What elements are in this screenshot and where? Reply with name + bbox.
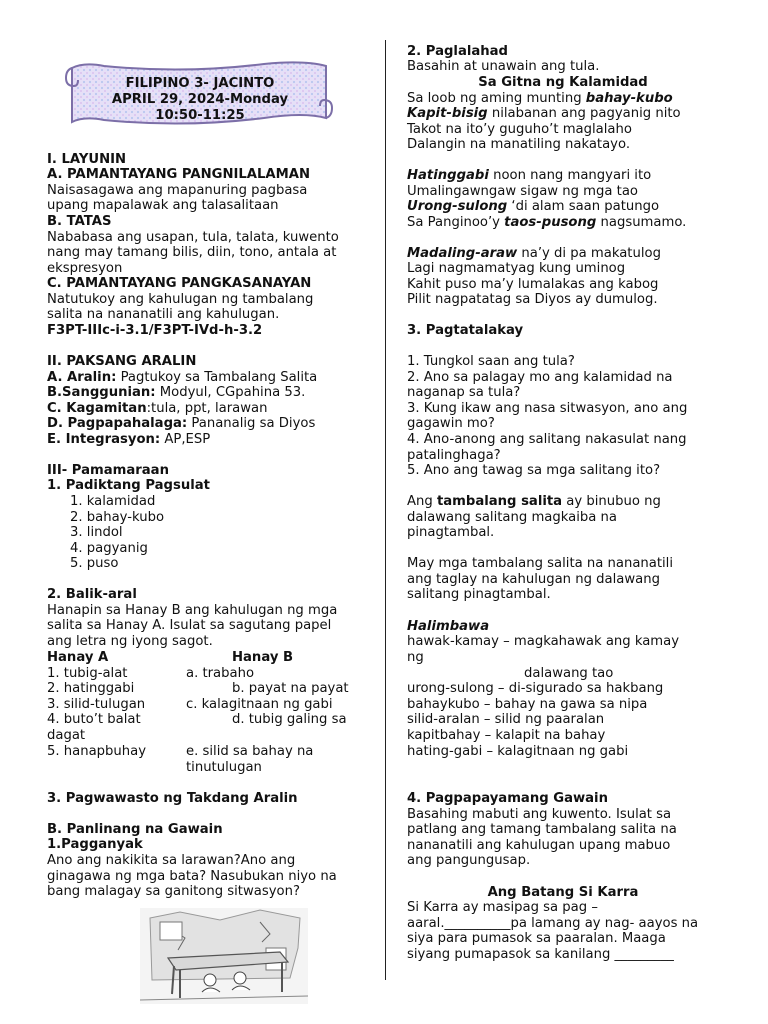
hanay-b-item: c. kalagitnaan ng gabi [186,697,333,712]
pagganyak-heading: 1.Pagganyak [47,837,143,852]
hanay-b-item: d. tubig galing sa [232,712,347,727]
pagpapayaman-heading: 4. Pagpapayamang Gawain [407,791,608,806]
padiktang-heading: 1. Padiktang Pagsulat [47,478,210,493]
column-divider [385,40,386,980]
hanay-a-item: 1. tubig-alat [47,666,128,681]
text-line: May mga tambalang salita na nananatili [407,556,673,571]
story-line: siyang pumapasok sa kanilang _________ [407,947,674,962]
poem-title: Sa Gitna ng Kalamidad [478,75,648,90]
story-line: Si Karra ay masipag sa pag – [407,900,598,915]
pagwawasto-heading: 3. Pagwawasto ng Takdang Aralin [47,791,298,806]
definition-line: Ang tambalang salita ay binubuo ng [407,494,661,509]
paglalahad-heading: 2. Paglalahad [407,44,508,59]
text-line: ang letra ng iyong sagot. [47,634,213,649]
pagtatalakay-heading: 3. Pagtatalakay [407,323,524,338]
story-line: aaral.__________pa lamang ay nag- aayos na [407,916,699,931]
pagpapahalaga-row: D. Pagpapahalaga: Pananalig sa Diyos [47,416,316,431]
example-line: dalawang tao [524,666,614,681]
text-line: Nababasa ang usapan, tula, talata, kuwento [47,230,339,245]
question: patalinghaga? [407,448,501,463]
question: 2. Ano sa palagay mo ang kalamidad na [407,370,673,385]
hanay-a-header: Hanay A [47,650,109,665]
hanay-b-item: e. silid sa bahay na [186,744,314,759]
panlinang-heading: B. Panlinang na Gawain [47,822,223,837]
text-line: salita na nananatili ang kahulugan. [47,307,280,322]
poem-line: Kapit-bisig nilabanan ang pagyanig nito [407,106,681,121]
example-line: hating-gabi – kalagitnaan ng gabi [407,744,629,759]
hanay-a-item: 5. hanapbuhay [47,744,146,759]
aralin-row: A. Aralin: Pagtukoy sa Tambalang Salita [47,370,318,385]
text-line: ang taglay na kahulugan ng dalawang [407,572,660,587]
text-line: ang pangungusap. [407,853,531,868]
poem-line: Hatinggabi noon nang mangyari ito [407,168,652,183]
halimbawa-heading: Halimbawa [407,619,490,634]
list-item: 2. bahay-kubo [70,510,165,525]
poem-line: Dalangin na manatiling nakatayo. [407,137,631,152]
question: gagawin mo? [407,416,495,431]
example-line: bahaykubo – bahay na gawa sa nipa [407,697,648,712]
integrasyon-row: E. Integrasyon: AP,ESP [47,432,211,447]
sanggunian-row: B.Sanggunian: Modyul, CGpahina 53. [47,385,306,400]
text-line: Hanapin sa Hanay B ang kahulugan ng mga [47,603,338,618]
question: 5. Ano ang tawag sa mga salitang ito? [407,463,661,478]
text-line: nananatili ang kahulugan upang mabuo [407,838,671,853]
text-line: Basahin at unawain ang tula. [407,59,600,74]
example-line: hawak-kamay – magkahawak ang kamay [407,634,680,649]
poem-line: Urong-sulong ‘di alam saan patungo [407,199,660,214]
text-line: upang mapalawak ang talasalitaan [47,198,279,213]
poem-line: Sa loob ng aming munting bahay-kubo [407,91,673,106]
heading-pangkasanayan: C. PAMANTAYANG PANGKASANAYAN [47,276,312,291]
question: naganap sa tula? [407,385,521,400]
section-layunin: I. LAYUNIN [47,152,127,167]
text-line: salitang pinagtambal. [407,587,551,602]
banner-line2: APRIL 29, 2024-Monday [111,92,289,107]
banner-line3: 10:50-11:25 [155,108,245,123]
poem-line: Lagi nagmamatyag kung uminog [407,261,626,276]
text-line: ekspresyon [47,261,123,276]
text-line: bang malagay sa ganitong sitwasyon? [47,884,300,899]
text-line: Naisasagawa ang mapanuring pagbasa [47,183,308,198]
poem-line: Takot na ito’y guguho’t maglalaho [407,122,632,137]
text-line: salita sa Hanay A. Isulat sa sagutang papel [47,618,332,633]
hanay-a-item: 4. buto’t balat [47,712,141,727]
example-line: silid-aralan – silid ng paaralan [407,712,605,727]
story-line: siya para pumasok sa paaralan. Maaga [407,931,666,946]
title-banner [64,56,334,136]
list-item: 1. kalamidad [70,494,156,509]
section-pamamaraan: III- Pamamaraan [47,463,169,478]
poem-line: Pilit nagpatatag sa Diyos ay dumulog. [407,292,658,307]
question: 1. Tungkol saan ang tula? [407,354,575,369]
text-line: ginagawa ng mga bata? Nasubukan niyo na [47,869,337,884]
question: 4. Ano-anong ang salitang nakasulat nang [407,432,687,447]
hanay-b-item: b. payat na payat [232,681,349,696]
list-item: 3. lindol [70,525,123,540]
definition-line: pinagtambal. [407,525,495,540]
earthquake-clipart [140,908,308,1004]
competency-code: F3PT-IIIc-i-3.1/F3PT-IVd-h-3.2 [47,323,263,338]
banner-line1: FILIPINO 3- JACINTO [125,76,275,91]
balik-aral-heading: 2. Balik-aral [47,587,137,602]
definition-line: dalawang salitang magkaiba na [407,510,617,525]
poem-line: Kahit puso ma’y lumalakas ang kabog [407,277,659,292]
example-line: urong-sulong – di-sigurado sa hakbang [407,681,664,696]
list-item: 5. puso [70,556,119,571]
hanay-wrap-text: dagat [47,728,86,743]
question: 3. Kung ikaw ang nasa sitwasyon, ano ang [407,401,688,416]
poem-line: Sa Panginoo’y taos-pusong nagsumamo. [407,215,687,230]
hanay-a-item: 2. hatinggabi [47,681,135,696]
text-line: patlang ang tamang tambalang salita na [407,822,677,837]
text-line: Ano ang nakikita sa larawan?Ano ang [47,853,296,868]
hanay-b-header: Hanay B [232,650,294,665]
heading-pangnilalaman: A. PAMANTAYANG PANGNILALAMAN [47,167,310,182]
hanay-wrap-text: tinutulugan [186,760,262,775]
story-title: Ang Batang Si Karra [487,885,639,900]
poem-line: Madaling-araw na’y di pa makatulog [407,246,661,261]
section-paksang-aralin: II. PAKSANG ARALIN [47,354,197,369]
heading-tatas: B. TATAS [47,214,112,229]
text-line: Natutukoy ang kahulugan ng tambalang [47,292,314,307]
example-line: ng [407,650,424,665]
list-item: 4. pagyanig [70,541,148,556]
hanay-b-item: a. trabaho [186,666,255,681]
poem-line: Umalingawngaw sigaw ng mga tao [407,184,638,199]
example-line: kapitbahay – kalapit na bahay [407,728,606,743]
kagamitan-row: C. Kagamitan:tula, ppt, larawan [47,401,268,416]
text-line: Basahing mabuti ang kuwento. Isulat sa [407,807,672,822]
hanay-a-item: 3. silid-tulugan [47,697,146,712]
text-line: nang may tamang bilis, diin, tono, antala at [47,245,337,260]
